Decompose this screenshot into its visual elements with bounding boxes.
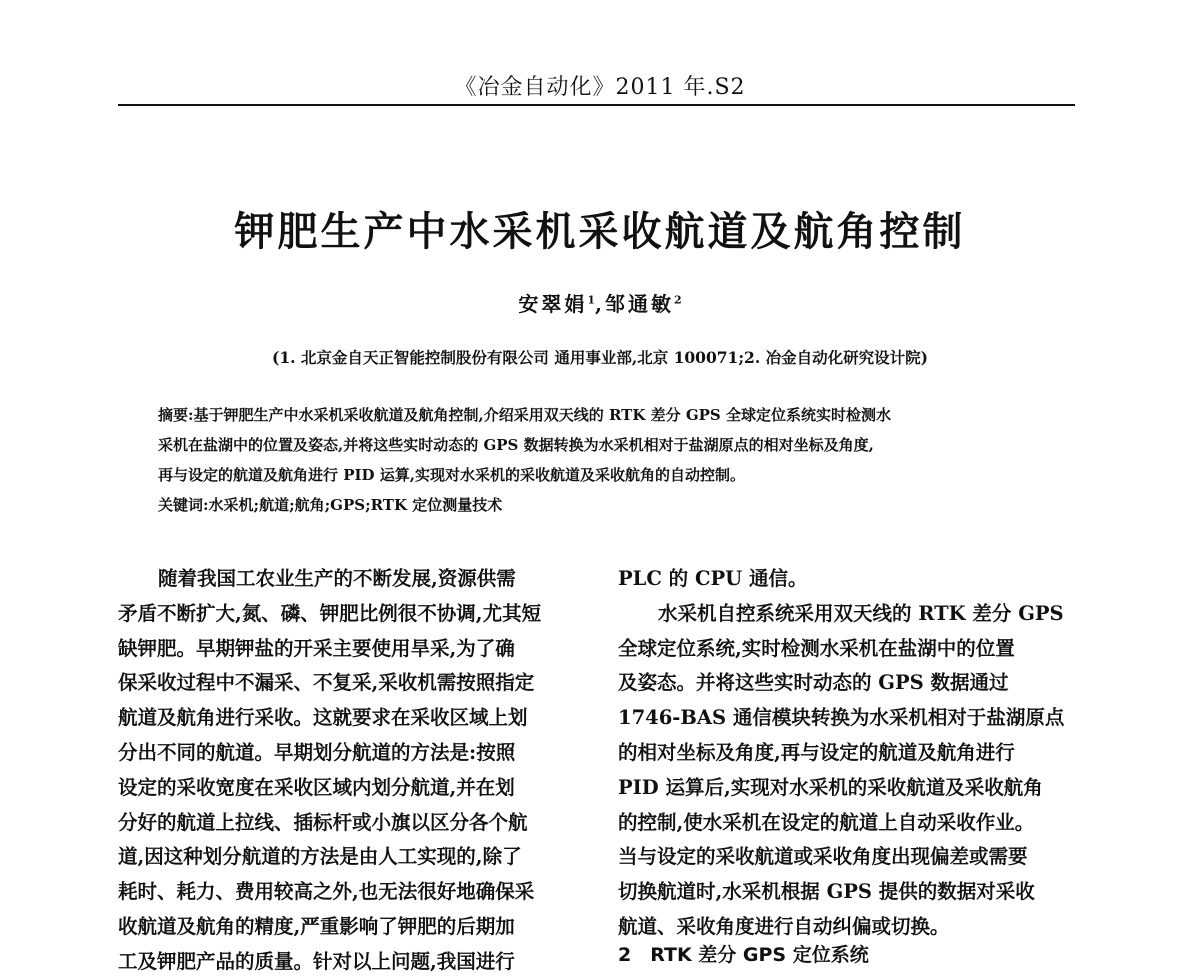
author-affil-mark: 2 xyxy=(673,293,682,307)
body-line: 工及钾肥产品的质量。针对以上问题,我国进行 xyxy=(118,949,515,973)
article-title: 钾肥生产中水采机采收航道及航角控制 xyxy=(234,209,966,255)
body-line: 缺钾肥。早期钾盐的开采主要使用旱采,为了确 xyxy=(118,636,515,660)
body-line: 的相对坐标及角度,再与设定的航道及航角进行 xyxy=(618,740,1015,764)
body-line: 1746-BAS 通信模块转换为水采机相对于盐湖原点 xyxy=(618,706,1065,730)
abstract-line: 采机在盐湖中的位置及姿态,并将这些实时动态的 GPS 数据转换为水采机相对于盐湖原点的相对坐标及角度, xyxy=(158,436,874,454)
body-column-left xyxy=(118,562,578,980)
body-line: 道,因这种划分航道的方法是由人工实现的,除了 xyxy=(118,845,522,869)
affiliations: (1. 北京金自天正智能控制股份有限公司 通用事业部,北京 100071;2. 冶金自动化研究设计院) xyxy=(272,348,928,367)
abstract-line: 摘要:基于钾肥生产中水采机采收航道及航角控制,介绍采用双天线的 RTK 差分 GPS 全球定位系统实时检测水 xyxy=(158,406,891,424)
body-line: 耗时、耗力、费用较高之外,也无法很好地确保采 xyxy=(118,880,535,904)
keywords: 关键词:水采机;航道;航角;GPS;RTK 定位测量技术 xyxy=(158,496,503,514)
body-line: 收航道及航角的精度,严重影响了钾肥的后期加 xyxy=(118,914,515,938)
body-line: 矛盾不断扩大,氮、磷、钾肥比例很不协调,尤其短 xyxy=(118,601,542,625)
body-line: PLC 的 CPU 通信。 xyxy=(618,567,808,590)
abstract xyxy=(158,400,1058,520)
body-line: 设定的采收宽度在采收区域内划分航道,并在划 xyxy=(118,775,515,799)
author-separator: , xyxy=(595,292,605,316)
body-line: 及姿态。并将这些实时动态的 GPS 数据通过 xyxy=(618,671,1009,695)
author-affil-mark: 1 xyxy=(587,293,596,307)
author-name: 邹通敏 xyxy=(604,292,674,316)
body-line: 随着我国工农业生产的不断发展,资源供需 xyxy=(158,567,516,590)
body-line: 全球定位系统,实时检测水采机在盐湖中的位置 xyxy=(618,636,1015,660)
body-line: 的控制,使水采机在设定的航道上自动采收作业。 xyxy=(618,810,1035,834)
author-name: 安翠娟 xyxy=(518,292,588,316)
section-heading: 2 RTK 差分 GPS 定位系统 xyxy=(618,944,869,966)
abstract-line: 再与设定的航道及航角进行 PID 运算,实现对水采机的采收航道及采收航角的自动控制。 xyxy=(158,466,745,484)
author-list xyxy=(0,288,1200,317)
body-line: 分好的航道上拉线、插标杆或小旗以区分各个航 xyxy=(118,810,528,834)
header-rule xyxy=(118,104,1075,106)
body-line: PID 运算后,实现对水采机的采收航道及采收航角 xyxy=(618,775,1043,799)
body-line: 保采收过程中不漏采、不复采,采收机需按照指定 xyxy=(118,671,535,695)
body-line: 航道及航角进行采收。这就要求在采收区域上划 xyxy=(118,706,528,730)
body-line: 水采机自控系统采用双天线的 RTK 差分 GPS xyxy=(658,601,1064,625)
body-line: 切换航道时,水采机根据 GPS 提供的数据对采收 xyxy=(618,880,1035,904)
body-line: 当与设定的采收航道或采收角度出现偏差或需要 xyxy=(618,845,1028,869)
body-column-right xyxy=(618,562,1078,945)
body-line: 航道、采收角度进行自动纠偏或切换。 xyxy=(618,914,950,938)
journal-header: 《冶金自动化》2011 年.S2 xyxy=(454,75,746,100)
body-line: 分出不同的航道。早期划分航道的方法是:按照 xyxy=(118,740,516,764)
